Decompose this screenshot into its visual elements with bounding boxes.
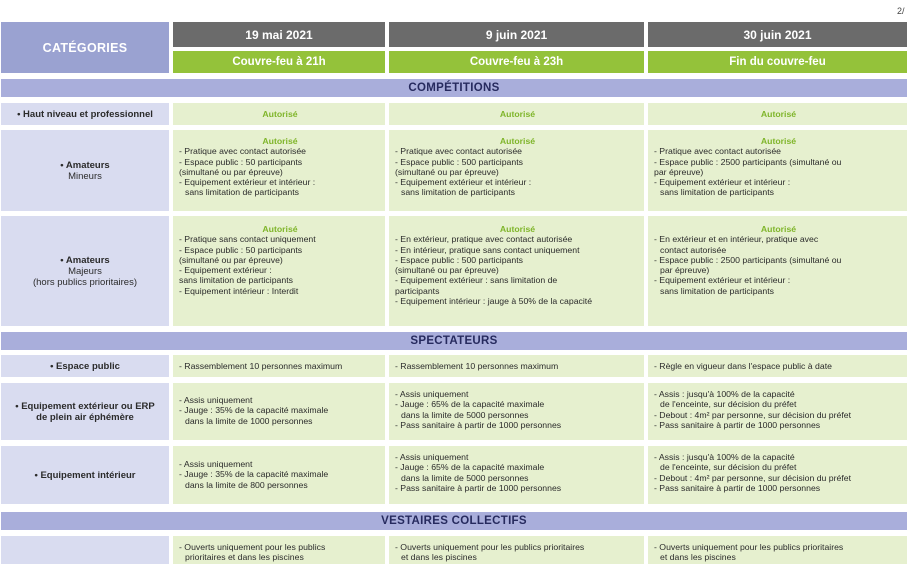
cell-amateurs-majeurs-3 [648,216,907,326]
rule-line: - Assis : jusqu'à 100% de la capacité [654,389,795,399]
rule-line: - Pratique avec contact autorisée [395,146,523,157]
rule-line: - Pratique sans contact uniquement [179,234,316,245]
rule-line: (simultané ou par épreuve) [179,166,283,177]
rule-line: de l'enceinte, sur décision du préfet [660,462,797,473]
category-label: de plein air éphémère [36,411,134,423]
rule-line: - Pass sanitaire à partir de 1000 personnes [395,419,562,430]
category-espace-public [1,355,169,377]
rule-line: - Equipement extérieur et intérieur : [654,275,791,286]
rule-line: - Rassemblement 10 personnes maximum [179,360,343,371]
rule-line: - Ouverts uniquement pour les publics prioritaires [395,542,585,552]
rule-line: - Jauge : 35% de la capacité maximale [179,469,329,480]
rule-line: - Espace public : 50 participants [179,244,303,255]
cell-espace-public-3 [648,355,907,377]
rule-line: - Equipement extérieur et intérieur : [395,177,532,188]
cell-haut-niveau-2 [389,103,644,125]
rule-line: sans limitation de participants [660,285,774,296]
rule-line: - Assis uniquement [395,389,469,399]
rule-line: - Assis uniquement [395,452,469,462]
cell-equipement-exterieur-1 [173,383,385,440]
rule-line: - Espace public : 50 participants [179,156,303,167]
rule-line: - Assis : jusqu'à 100% de la capacité [654,452,795,462]
rule-line: - Equipement extérieur et intérieur : [654,177,791,188]
status-authorized: Autorisé [262,136,298,146]
rule-line: - Jauge : 65% de la capacité maximale [395,399,545,410]
rule-line: - Pass sanitaire à partir de 1000 personnes [654,482,821,493]
rule-line: - Pratique avec contact autorisée [179,146,307,157]
rule-line: - Espace public : 500 participants [395,156,523,167]
cell-amateurs-majeurs-1 [173,216,385,326]
status-authorized: Autorisé [262,224,298,234]
cell-amateurs-mineurs-3 [648,130,907,211]
category-label: • Amateurs [60,159,110,171]
rule-line: contact autorisée [660,244,727,255]
rule-line: - Debout : 4m² par personne, sur décision du préfet [654,409,852,420]
category-label: • Equipement intérieur [34,469,136,481]
category-label: • Equipement extérieur ou ERP [15,400,155,412]
cell-amateurs-majeurs-2 [389,216,644,326]
rule-line: dans la limite de 1000 personnes [185,415,313,426]
cell-equipement-exterieur-2 [389,383,644,440]
rule-line: et dans les piscines [401,552,477,563]
category-amateurs-mineurs [1,130,169,211]
cell-haut-niveau-3 [648,103,907,125]
status-authorized: Autorisé [499,108,536,119]
category-sublabel: (hors publics prioritaires) [32,276,137,288]
date-header-3: 30 juin 2021 [648,22,907,47]
cell-amateurs-mineurs-1 [173,130,385,211]
rule-line: sans limitation de participants [179,275,293,286]
rule-line: dans la limite de 5000 personnes [401,472,529,483]
category-amateurs-majeurs [1,216,169,326]
status-authorized: Autorisé [760,224,797,234]
rule-line: - Assis uniquement [179,459,253,469]
rule-line: prioritaires et dans les piscines [185,552,304,563]
date-header-1: 19 mai 2021 [173,22,385,47]
rule-line: - Espace public : 2500 participants (simultané ou [654,254,842,265]
category-label: • Amateurs [60,254,110,266]
rule-line: - Pass sanitaire à partir de 1000 personnes [654,419,821,430]
status-authorized: Autorisé [499,136,536,146]
rule-line: dans la limite de 5000 personnes [401,409,529,420]
rule-line: par épreuve) [660,265,710,276]
rule-line: - Espace public : 500 participants [395,254,523,265]
status-authorized: Autorisé [499,224,536,234]
rule-line: - Equipement intérieur : Interdit [179,285,299,296]
rule-line: et dans les piscines [660,552,736,563]
category-label: • Espace public [50,360,120,372]
category-equipement-interieur [1,446,169,504]
rule-line: de l'enceinte, sur décision du préfet [660,399,797,410]
cell-equipement-interieur-1 [173,446,385,504]
rule-line: sans limitation de participants [660,187,774,198]
status-authorized: Autorisé [262,108,298,119]
rule-line: participants [395,285,440,296]
rule-line: - Pass sanitaire à partir de 1000 personnes [395,482,562,493]
rule-line: - Espace public : 2500 participants (simultané ou [654,156,842,167]
cell-amateurs-mineurs-2 [389,130,644,211]
cell-vestiaires-1 [173,536,385,564]
rule-line: - Equipement extérieur : [179,265,272,276]
category-vestiaires [1,536,169,564]
status-authorized: Autorisé [760,136,797,146]
curfew-header-1: Couvre-feu à 21h [173,51,385,73]
date-header-2: 9 juin 2021 [389,22,644,47]
rule-line: - Equipement extérieur et intérieur : [179,177,316,188]
category-equipement-exterieur [1,383,169,440]
rule-line: - Jauge : 35% de la capacité maximale [179,405,329,416]
rule-line: - Ouverts uniquement pour les publics prioritaires [654,542,844,552]
rule-line: dans la limite de 800 personnes [185,479,308,490]
cell-equipement-interieur-2 [389,446,644,504]
rule-line: - Debout : 4m² par personne, sur décision du préfet [654,472,852,483]
rule-line: - En intérieur, pratique sans contact uniquement [395,244,580,255]
cell-espace-public-2 [389,355,644,377]
page-number: 2/ [897,6,905,16]
cell-equipement-exterieur-3 [648,383,907,440]
cell-haut-niveau-1 [173,103,385,125]
rule-line: sans limitation de participants [401,187,515,198]
category-haut-niveau [1,103,169,125]
cell-espace-public-1 [173,355,385,377]
section-competitions: COMPÉTITIONS [1,79,907,97]
rule-line: - Règle en vigueur dans l'espace public à date [654,360,832,371]
rule-line: (simultané ou par épreuve) [395,265,499,276]
rule-line: - Ouverts uniquement pour les publics [179,542,326,552]
rule-line: - En extérieur, pratique avec contact autorisée [395,234,573,245]
cell-equipement-interieur-3 [648,446,907,504]
category-label: • Haut niveau et professionnel [17,108,153,120]
rule-line: - En extérieur et en intérieur, pratique avec [654,234,819,245]
rule-line: par épreuve) [654,166,704,177]
section-changing-rooms: VESTAIRES COLLECTIFS [1,512,907,530]
status-authorized: Autorisé [760,108,797,119]
categories-header: CATÉGORIES [1,22,169,73]
curfew-header-2: Couvre-feu à 23h [389,51,644,73]
category-sublabel: Mineurs [68,170,102,182]
category-sublabel: Majeurs [68,265,102,277]
rule-line: - Jauge : 65% de la capacité maximale [395,462,545,473]
curfew-header-3: Fin du couvre-feu [648,51,907,73]
rule-line: (simultané ou par épreuve) [395,166,499,177]
section-spectators: SPECTATEURS [1,332,907,350]
rule-line: (simultané ou par épreuve) [179,254,283,265]
rule-line: sans limitation de participants [185,187,299,198]
rule-line: - Assis uniquement [179,395,253,405]
cell-vestiaires-3 [648,536,907,564]
rule-line: - Equipement extérieur : sans limitation de [395,275,558,286]
cell-vestiaires-2 [389,536,644,564]
rule-line: - Pratique avec contact autorisée [654,146,782,157]
rule-line: - Rassemblement 10 personnes maximum [395,360,559,371]
rule-line: - Equipement intérieur : jauge à 50% de la capacité [395,296,593,307]
